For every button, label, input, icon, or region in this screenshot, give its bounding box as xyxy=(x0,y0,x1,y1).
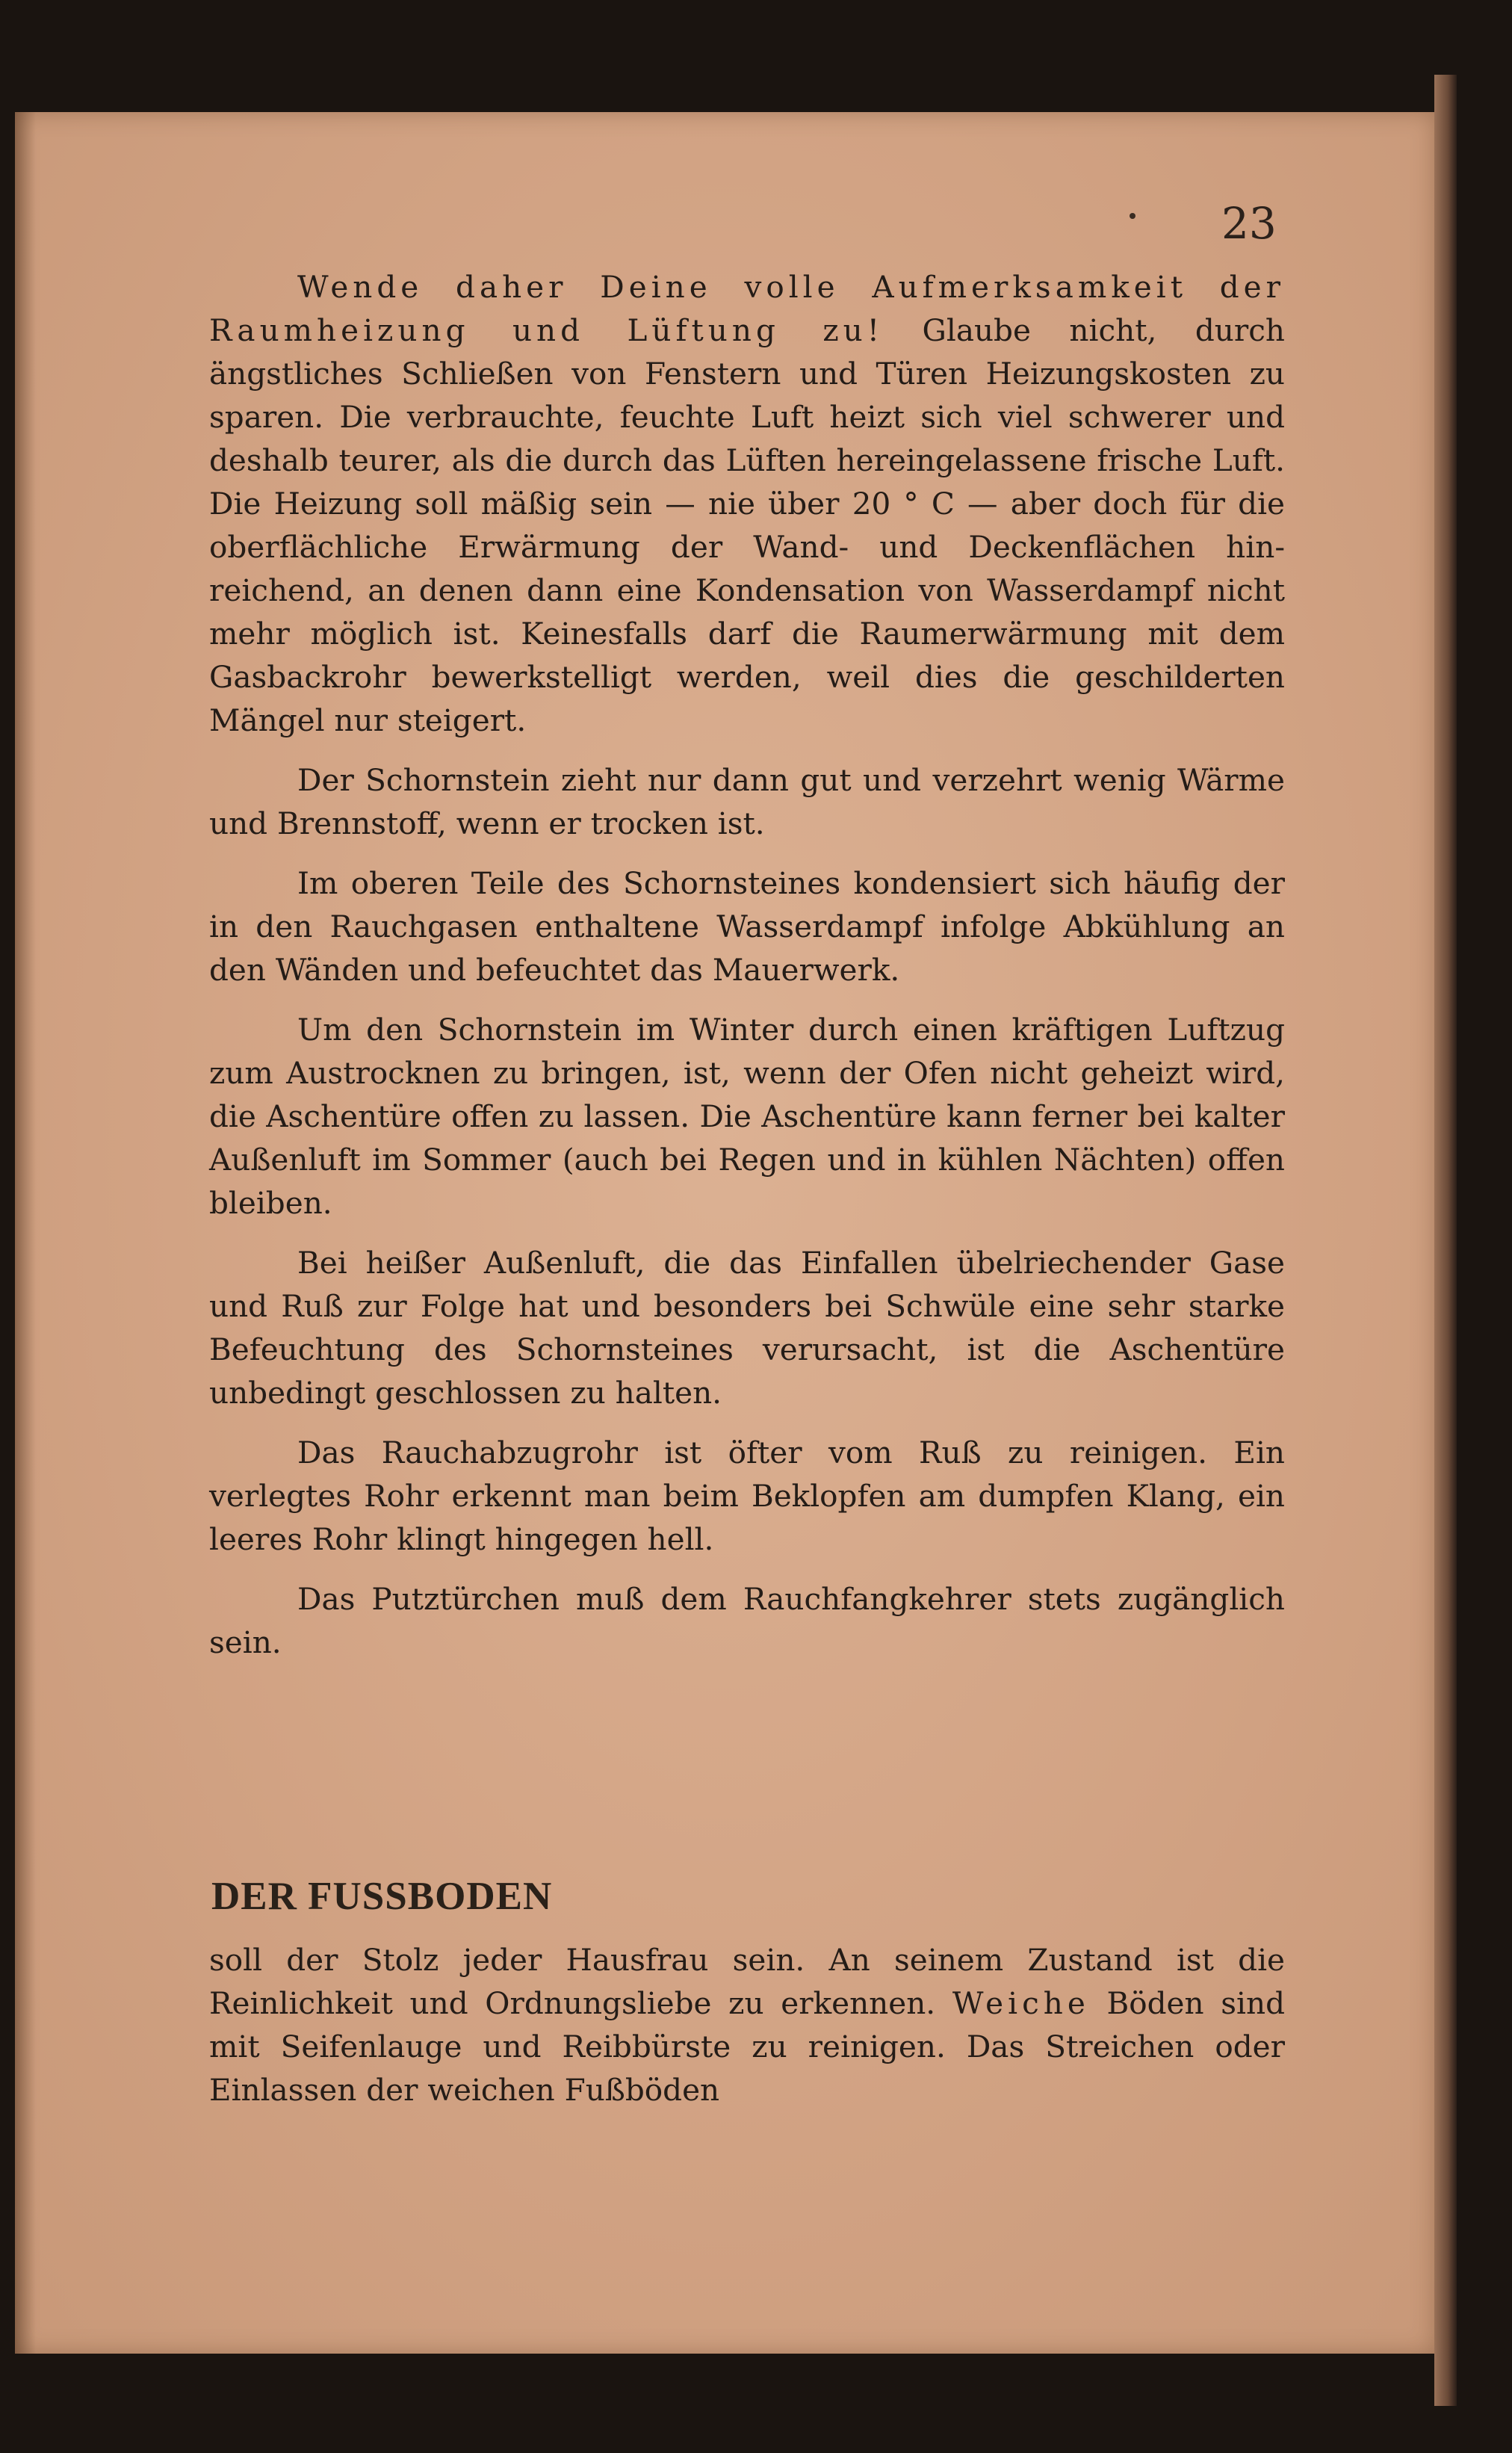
section-spaced-word: Weiche xyxy=(952,1985,1090,2021)
paragraph-3: Im oberen Teile des Schornsteines kondensiert sich häufig der in den Rauchgasen enthaltene Wasserdampf infolge Abkühlung an den Wänden und befeuchtet das Mauerwerk. xyxy=(209,865,1285,988)
spine-shadow xyxy=(15,112,36,2354)
paragraph-5: Bei heißer Außenluft, die das Einfallen übelriechender Gase und Ruß zur Folge hat und besonders bei Schwüle eine sehr starke Befeuchtung des Schornsteines verursacht, ist die Aschentüre unbedingt geschlossen zu halten. xyxy=(209,1245,1285,1411)
page-number: 23 xyxy=(1221,198,1277,249)
paragraph-1-lead: Wende daher Deine volle Aufmerksamkeit der Raumheizung und Lüftung zu! xyxy=(209,269,1285,348)
page-edge xyxy=(1434,75,1457,2406)
paragraph-6: Das Rauchabzugrohr ist öfter vom Ruß zu reinigen. Ein verlegtes Rohr erkennt man beim Beklopfen am dumpfen Klang, ein leeres Rohr klingt hingegen hell. xyxy=(209,1435,1285,1557)
paragraph-7: Das Putztürchen muß dem Rauchfangkehrer stets zugänglich sein. xyxy=(209,1581,1285,1660)
section-heading: DER FUSSBODEN xyxy=(211,1875,553,1918)
paragraph-1-rest: Glaube nicht, durch ängstliches Schließen von Fenstern und Türen Heizungskosten zu sparen. Die verbrauchte, feuchte Luft heizt sich viel schwerer und deshalb teurer, als die durch das Lüften hereingelassene frische Luft. Die Heizung soll mäßig sein — nie über 20 ° C — aber doch für die oberflächliche Erwärmung der Wand- und Deckenflächen hinreichend, an denen dann eine Kondensation von Wasserdampf nicht mehr möglich ist. Keinesfalls darf die Raumerwärmung mit dem Gasbackrohr bewerkstelligt werden, weil dies die geschilderten Mängel nur steigert. xyxy=(209,312,1285,738)
body-text xyxy=(209,265,1285,1680)
section-paragraph xyxy=(209,1938,1285,2112)
section-text-before: soll der Stolz jeder Hausfrau sein. An seinem Zustand ist die Reinlichkeit und Ordnungsliebe zu erkennen. xyxy=(209,1942,1285,2021)
section-text-after: Böden sind mit Seifenlauge und Reibbürste zu reinigen. Das Streichen oder Einlassen der weichen Fußböden xyxy=(209,1985,1286,2108)
paragraph-1 xyxy=(209,265,1285,742)
paragraph-2: Der Schornstein zieht nur dann gut und verzehrt wenig Wärme und Brennstoff, wenn er trocken ist. xyxy=(209,762,1285,841)
section-text xyxy=(209,1938,1285,2112)
page-dot-mark xyxy=(1130,213,1135,219)
paragraph-4: Um den Schornstein im Winter durch einen kräftigen Luftzug zum Austrocknen zu bringen, ist, wenn der Ofen nicht geheizt wird, die Aschentüre offen zu lassen. Die Aschentüre kann ferner bei kalter Außenluft im Sommer (auch bei Regen und in kühlen Nächten) offen bleiben. xyxy=(209,1012,1285,1221)
